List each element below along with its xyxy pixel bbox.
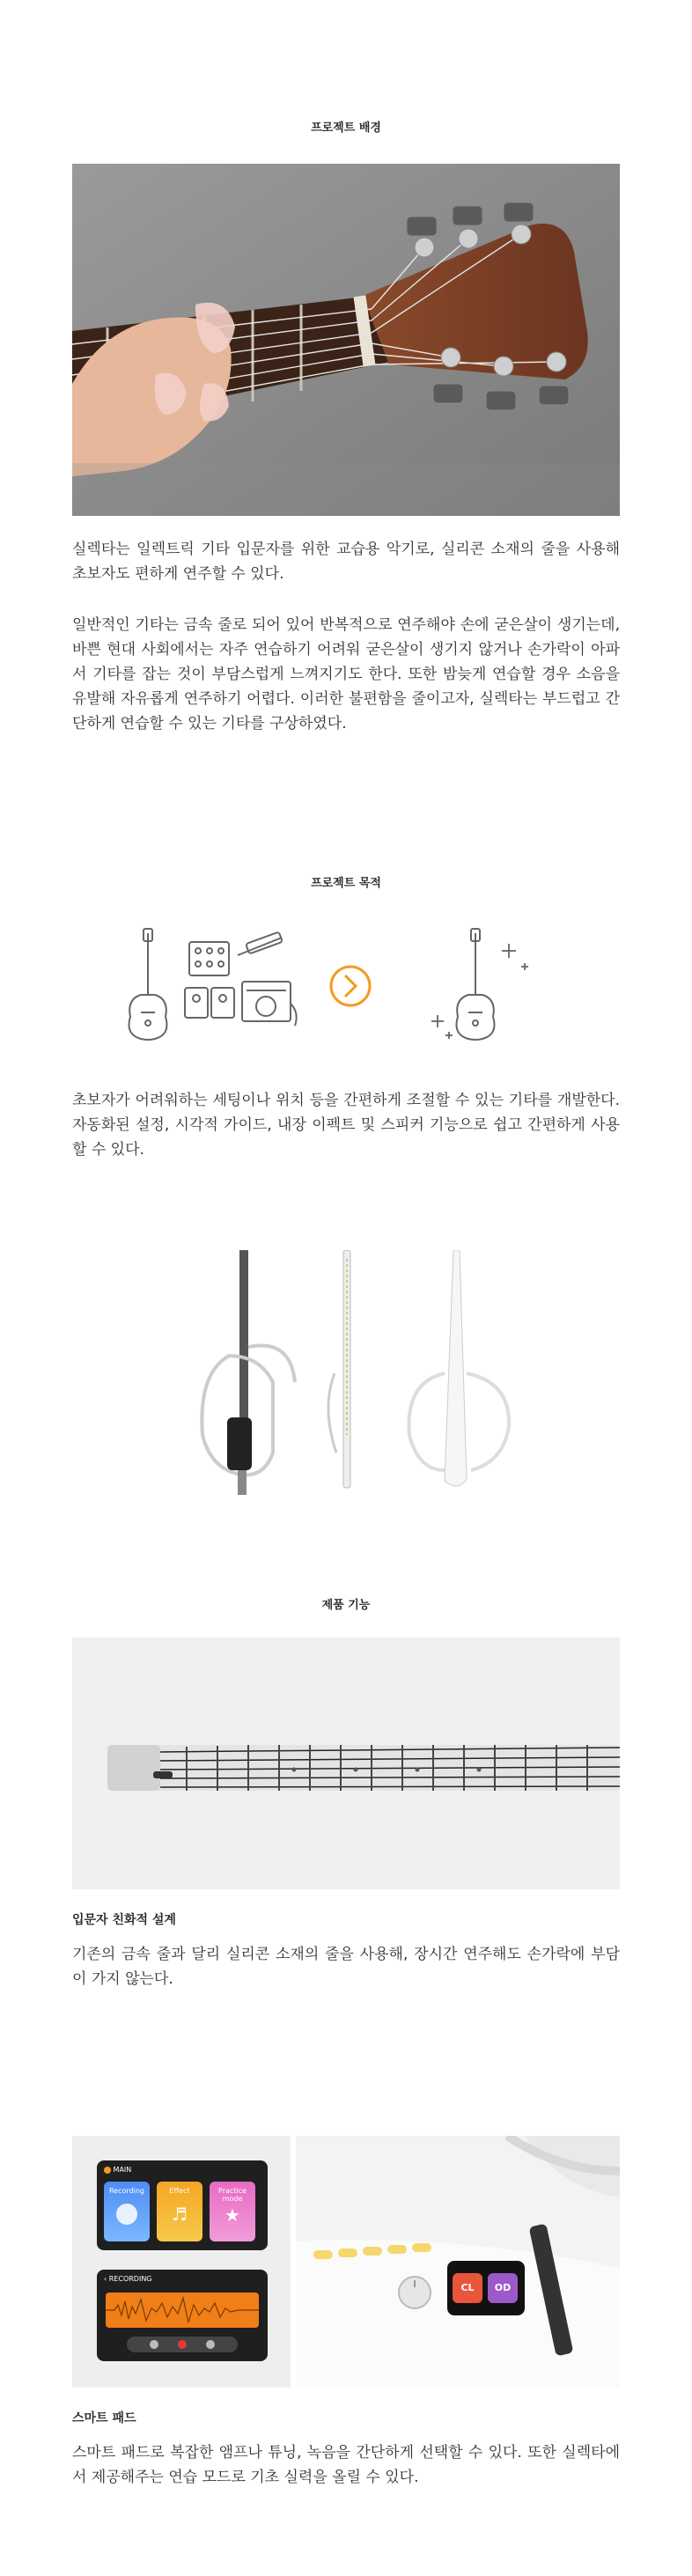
- purpose-paragraph: 초보자가 어려워하는 세팅이나 위치 등을 간편하게 조절할 수 있는 기타를 개발한다. 자동화된 설정, 시각적 가이드, 내장 이펙트 및 스피커 기능으로 쉽고 간편하게 사용할 수 있다.: [72, 1092, 620, 1159]
- section-title-purpose: 프로젝트 목적: [311, 877, 381, 890]
- smart-pad-screen[interactable]: [447, 2261, 525, 2315]
- feature2-text: 스마트 패드로 복잡한 앰프나 튜닝, 녹음을 간단하게 선택할 수 있다. 또한 실렉타에서 제공해주는 연습 모드로 기초 실력을 올릴 수 있다.: [72, 2444, 620, 2486]
- background-paragraph-1: 실렉타는 일렉트릭 기타 입문자를 위한 교습용 악기로, 실리콘 소재의 줄을 사용해 초보자도 편하게 연주할 수 있다.: [72, 541, 620, 583]
- speaker-icon: ♬: [172, 2204, 188, 2225]
- waveform-display: [106, 2293, 259, 2328]
- practice-mode-button[interactable]: Practice mode ★: [210, 2182, 255, 2241]
- arrow-circle-icon: [331, 967, 370, 1005]
- pedalboard-icon: [185, 932, 283, 1018]
- feature1-text: 기존의 금속 줄과 달리 실리콘 소재의 줄을 사용해, 장시간 연주해도 손가락에 부담이 가지 않는다.: [72, 1946, 620, 1988]
- recording-label: RECORDING: [108, 2275, 152, 2283]
- guitar-icon: [457, 929, 495, 1040]
- product-three-views-image: [176, 1250, 519, 1497]
- section-title-background: 프로젝트 배경: [311, 121, 381, 135]
- microphone-icon: [116, 2204, 137, 2225]
- section-title-features: 제품 기능: [321, 1599, 371, 1612]
- main-label: MAIN: [113, 2166, 132, 2174]
- background-paragraph-2: 일반적인 기타는 금속 줄로 되어 있어 반복적으로 연주해야 손에 굳은살이 생기는데, 바쁜 현대 사회에서는 자주 연습하기 어려워 굳은살이 생기지 않거나 손가락이 아파서 기타를 잡는 것이 부담스럽게 느껴지기도 한다. 또한 밤늦게 연습할 경우 소음을 유발해 자유롭게 연주하기 어렵다. 이러한 불편함을 줄이고자, 실렉타는 부드럽고 간단하게 연습할 수 있는 기타를 구상하였다.: [72, 616, 620, 732]
- photo-hand-on-guitar-headstock: [72, 164, 620, 516]
- effect-mode-button[interactable]: Effect ♬: [157, 2182, 202, 2241]
- smart-pad-recording-panel: [97, 2270, 268, 2361]
- smart-pad-on-guitar-image: [296, 2136, 620, 2388]
- record-icon[interactable]: [178, 2340, 187, 2349]
- feature1-title: 입문자 친화적 설계: [72, 1913, 176, 1927]
- guitar-icon: [129, 929, 167, 1040]
- feature2-title: 스마트 패드: [72, 2411, 136, 2425]
- star-icon: ★: [225, 2204, 240, 2226]
- clean-channel-button[interactable]: CL: [453, 2273, 482, 2303]
- sparkle-icon: [431, 944, 528, 1039]
- smart-pad-ui-image: [72, 2136, 291, 2388]
- purpose-illustration: [114, 924, 572, 1056]
- back-chevron-icon[interactable]: ‹: [104, 2275, 107, 2283]
- smart-pad-main-panel: [97, 2160, 268, 2250]
- recording-mode-button[interactable]: Recording: [104, 2182, 150, 2241]
- playback-controls: [127, 2337, 238, 2352]
- stop-icon[interactable]: [206, 2340, 215, 2349]
- overdrive-channel-button[interactable]: OD: [488, 2273, 518, 2303]
- play-icon[interactable]: [150, 2340, 158, 2349]
- home-icon: [104, 2167, 111, 2174]
- amp-icon: [242, 982, 297, 1026]
- fretboard-closeup-image: [72, 1638, 620, 1889]
